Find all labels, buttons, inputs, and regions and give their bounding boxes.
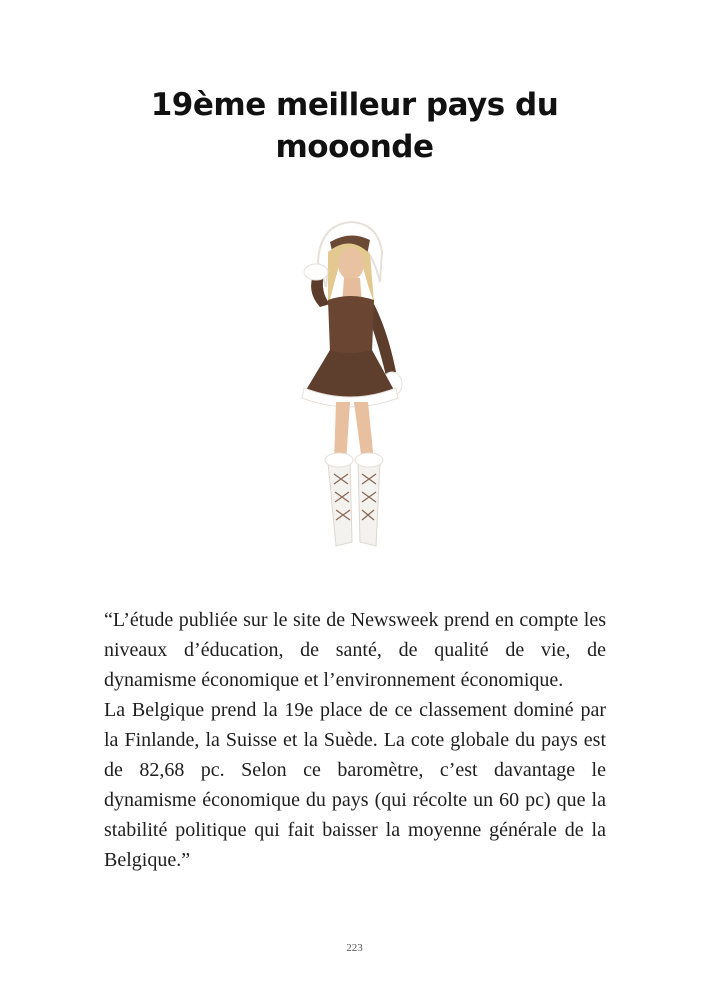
page-title (60, 84, 649, 168)
title-line-1: 19ème meilleur pays du (150, 87, 559, 123)
quote-text (104, 605, 606, 875)
page-number: 223 (346, 942, 363, 954)
title-line-2: mooonde (275, 129, 434, 165)
costume-illustration (270, 212, 440, 562)
paragraph-1: “L’étude publiée sur le site de Newsweek prend en compte les niveaux d’éducation, de santé, de qualité de vie, de dynamisme économique et l’environnement économique. (104, 609, 606, 691)
paragraph-2: La Belgique prend la 19e place de ce classement dominé par la Finlande, la Suisse et la Suède. La cote globale du pays est de 82,68 pc. Selon ce baromètre, c’est davantage le dynamisme économique du pays (qui récolte un 60 pc) que la stabilité politique qui fait baisser la moyenne générale de la Belgique.” (104, 699, 606, 871)
costume-photo (270, 212, 440, 562)
